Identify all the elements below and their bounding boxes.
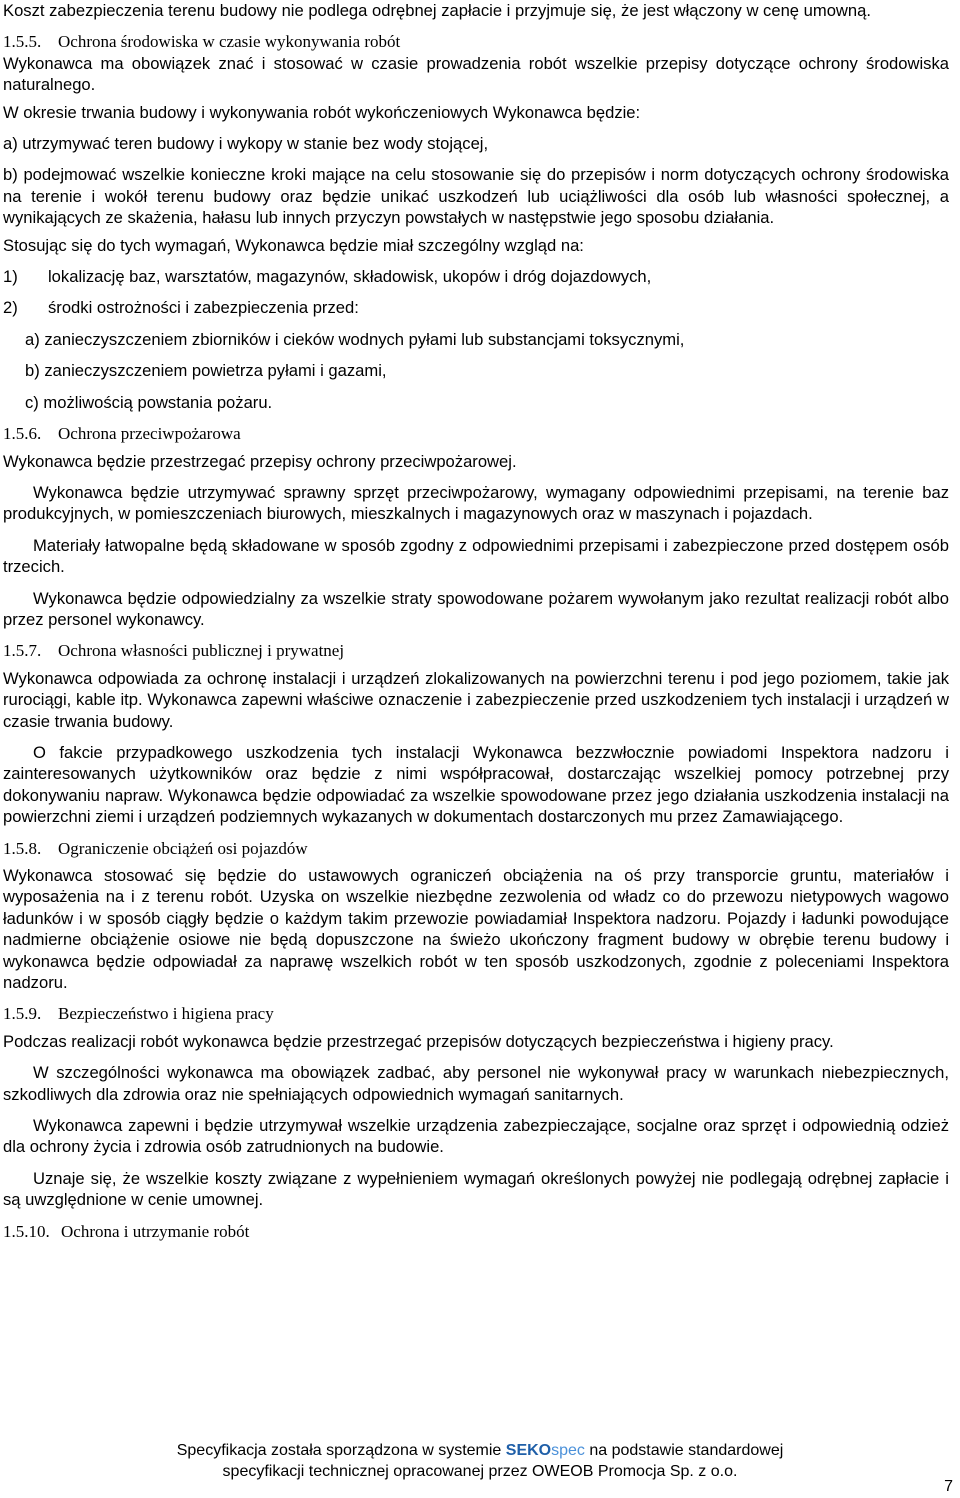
paragraph: W okresie trwania budowy i wykonywania robót wykończeniowych Wykonawca będzie: [3,102,641,122]
paragraph: Wykonawca będzie utrzymywać sprawny sprzęt przeciwpożarowy, wymagany odpowiednimi przepisami, na terenie baz produkcyjnych, w pomieszczeniach biurowych, mieszkalnych i magazynowych oraz w maszynach i pojazdach. [3,482,949,524]
section-heading: 1.5.9. Bezpieczeństwo i higiena pracy [3,1004,274,1024]
paragraph: Wykonawca będzie przestrzegać przepisy ochrony przeciwpożarowej. [3,451,517,471]
footer-line-2: specyfikacji technicznej opracowanej przez OWEOB Promocja Sp. z o.o. [222,1463,738,1480]
paragraph: W szczególności wykonawca ma obowiązek zadbać, aby personel nie wykonywał pracy w warunkach niebezpiecznych, szkodliwych dla zdrowia oraz nie spełniających odpowiednich wymagań sanitarnych. [3,1063,949,1104]
brand-logo: SEKOspec [505,1442,585,1459]
sub-list-item: c) możliwością powstania pożaru. [25,392,273,412]
section-heading: 1.5.8. Ograniczenie obciążeń osi pojazdów [3,838,308,858]
paragraph: Stosując się do tych wymagań, Wykonawca będzie miał szczególny wzgląd na: [3,235,584,255]
paragraph: Materiały łatwopalne będą składowane w sposób zgodny z odpowiednimi przepisami i zabezpieczone przed dostępem osób trzecich. [3,535,949,577]
list-item: 1) lokalizację baz, warsztatów, magazynów, składowisk, ukopów i dróg dojazdowych, [3,267,652,287]
page-number: 7 [944,1478,953,1495]
sub-list-item: a) zanieczyszczeniem zbiorników i cieków wodnych pyłami lub substancjami toksycznymi, [25,329,685,349]
list-item: b) podejmować wszelkie konieczne kroki mające na celu stosowanie się do przepisów i norm dotyczących ochrony środowiska na terenie i wokół terenu budowy oraz będzie unikać uszkodzeń lub uciążliwości dla osób lub własności społecznej, a wynikających ze skażenia, hałasu lub innych przyczyn powstałych w następstwie jego sposobu działania. [3,165,949,228]
paragraph: Podczas realizacji robót wykonawca będzie przestrzegać przepisów dotyczących bezpieczeństwa i higieny pracy. [3,1031,834,1051]
document-page [3,0,949,1242]
list-item: 2) środki ostrożności i zabezpieczenia przed: [3,298,359,318]
section-heading: 1.5.5. Ochrona środowiska w czasie wykonywania robót [3,32,401,52]
section-heading: 1.5.7. Ochrona własności publicznej i prywatnej [3,641,345,661]
sub-list-item: b) zanieczyszczeniem powietrza pyłami i gazami, [25,361,387,381]
list-item: a) utrzymywać teren budowy i wykopy w stanie bez wody stojącej, [3,134,489,154]
paragraph: Wykonawca ma obowiązek znać i stosować w czasie prowadzenia robót wszelkie przepisy dotyczące ochrony środowiska naturalnego. [3,53,949,95]
paragraph: Wykonawca odpowiada za ochronę instalacji i urządzeń zlokalizowanych na powierzchni terenu i pod jego poziomem, takie jak rurociągi, kable itp. Wykonawca zapewni właściwe oznaczenie i zabezpieczenie przed uszkodzeniem tych instalacji i urządzeń w czasie trwania budowy. [3,668,949,731]
paragraph: Wykonawca zapewni i będzie utrzymywał wszelkie urządzenia zabezpieczające, socjalne oraz sprzęt i odpowiednią odzież dla ochrony życia i zdrowia osób zatrudnionych na budowie. [3,1116,949,1157]
footer-line-1: Specyfikacja została sporządzona w systemie SEKOspec na podstawie standardowej [176,1442,784,1459]
paragraph: Koszt zabezpieczenia terenu budowy nie podlega odrębnej zapłacie i przyjmuje się, że jest włączony w cenę umowną. [3,1,871,20]
paragraph: Wykonawca będzie odpowiedzialny za wszelkie straty spowodowane pożarem wywołanym jako rezultat realizacji robót albo przez personel wykonawcy. [3,588,949,629]
section-heading: 1.5.10. Ochrona i utrzymanie robót [3,1221,250,1241]
paragraph: Wykonawca stosować się będzie do ustawowych ograniczeń obciążenia na oś przy transporcie gruntu, materiałów i wyposażenia na i z terenu robót. Uzyska on wszelkie niezbędne zezwolenia od władz co do przewozu nietypowych wagowo ładunków i w sposób ciągły będzie o każdym takim przewozie powiadamiał Inspektora nadzoru. Pojazdy i ładunki powodujące nadmierne obciążenie osiowe nie będą dopuszczone na świeżo ukończony fragment budowy w obrębie terenu budowy i wykonawca będzie odpowiadał za naprawę wszelkich robót w ten sposób uszkodzonych, zgodnie z poleceniami Inspektora nadzoru. [3,866,949,993]
paragraph: Uznaje się, że wszelkie koszty związane z wypełnieniem wymagań określonych powyżej nie podlegają odrębnej zapłacie i są uwzględnione w cenie umownej. [3,1168,949,1210]
paragraph: O fakcie przypadkowego uszkodzenia tych instalacji Wykonawca bezzwłocznie powiadomi Inspektora nadzoru i zainteresowanych użytkowników oraz będzie z nimi współpracował, dostarczając wszelkiej pomocy potrzebnej przy dokonywaniu napraw. Wykonawca będzie odpowiadać za wszelkie spowodowane przez jego działania uszkodzenia instalacji na powierzchni ziemi i urządzeń podziemnych wykazanych w dokumentach dostarczonych mu przez Zamawiającego. [3,742,949,827]
section-heading: 1.5.6. Ochrona przeciwpożarowa [3,424,241,444]
page-footer [0,1440,960,1482]
